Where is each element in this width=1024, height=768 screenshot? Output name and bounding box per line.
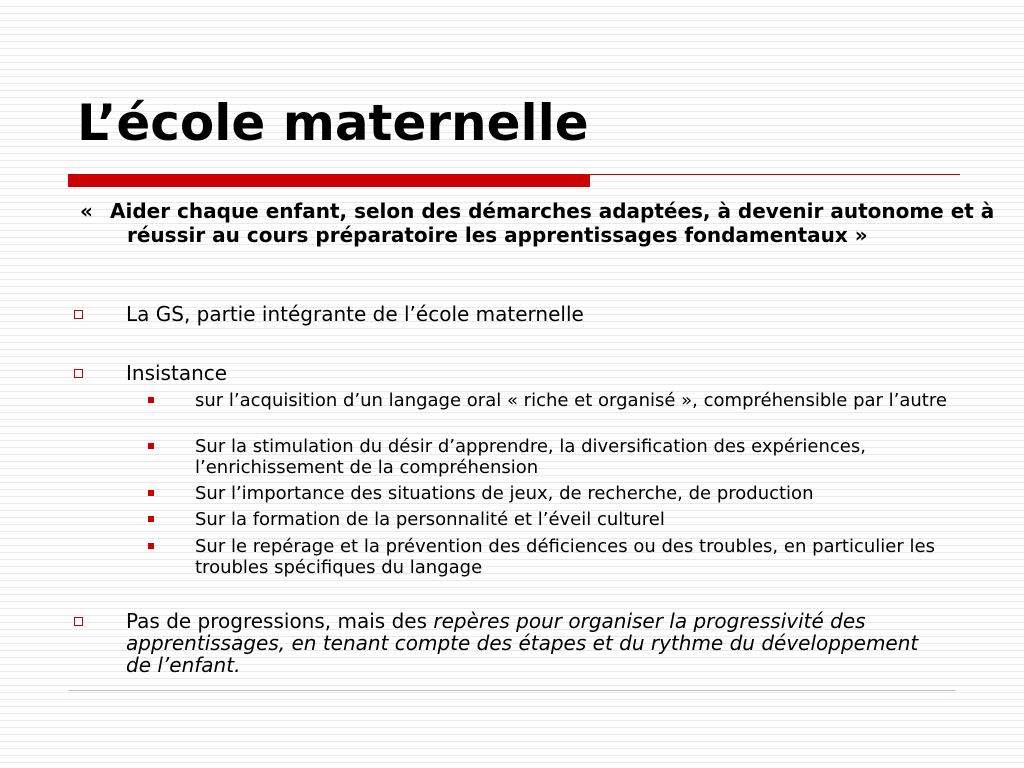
bottom-rule bbox=[68, 690, 956, 691]
bullet-item bbox=[126, 303, 946, 325]
sub-bullet-text: Sur la stimulation du désir d’apprendre, la diversification des expériences, l’enrichissement de la compréhension bbox=[195, 436, 866, 478]
sub-bullet-item bbox=[195, 509, 955, 530]
quote-text: Aider chaque enfant, selon des démarches adaptées, à devenir autonome et à réussir au cours préparatoire les apprentissages fondamentaux » bbox=[110, 199, 995, 247]
filled-square-bullet-icon bbox=[148, 543, 154, 549]
hollow-square-bullet-icon bbox=[74, 310, 83, 319]
bullet-text: La GS, partie intégrante de l’école maternelle bbox=[126, 302, 584, 326]
sub-bullet-text: Sur l’importance des situations de jeux, de recherche, de production bbox=[195, 483, 814, 504]
filled-square-bullet-icon bbox=[148, 443, 154, 449]
bullet-item bbox=[126, 610, 946, 676]
sub-bullet-item bbox=[195, 390, 955, 411]
slide-title: L’école maternelle bbox=[77, 94, 589, 152]
sub-bullet-text: Sur la formation de la personnalité et l’éveil culturel bbox=[195, 509, 665, 530]
bullet-text-plain: Pas de progressions, mais des bbox=[126, 609, 434, 633]
hollow-square-bullet-icon bbox=[74, 617, 83, 626]
filled-square-bullet-icon bbox=[148, 516, 154, 522]
sub-bullet-text: Sur le repérage et la prévention des déficiences ou des troubles, en particulier les troubles spécifiques du langage bbox=[195, 536, 935, 578]
bullet-text: Insistance bbox=[126, 361, 228, 385]
bullet-item bbox=[126, 362, 946, 384]
sub-bullet-item bbox=[195, 436, 955, 478]
filled-square-bullet-icon bbox=[148, 397, 154, 403]
sub-bullet-item bbox=[195, 483, 955, 504]
sub-bullet-text: sur l’acquisition d’un langage oral « riche et organisé », compréhensible par l’autre bbox=[195, 390, 947, 411]
hollow-square-bullet-icon bbox=[74, 369, 83, 378]
quote-paragraph bbox=[80, 199, 1007, 247]
title-rule-thick bbox=[68, 175, 590, 187]
quote-open-mark: « bbox=[80, 199, 93, 223]
bullet-text-italic: repères pour organiser la progressivité des apprentissages, en tenant compte des étapes et du rythme du développement de l’enfant. bbox=[126, 609, 919, 677]
sub-bullet-item bbox=[195, 536, 955, 578]
filled-square-bullet-icon bbox=[148, 490, 154, 496]
